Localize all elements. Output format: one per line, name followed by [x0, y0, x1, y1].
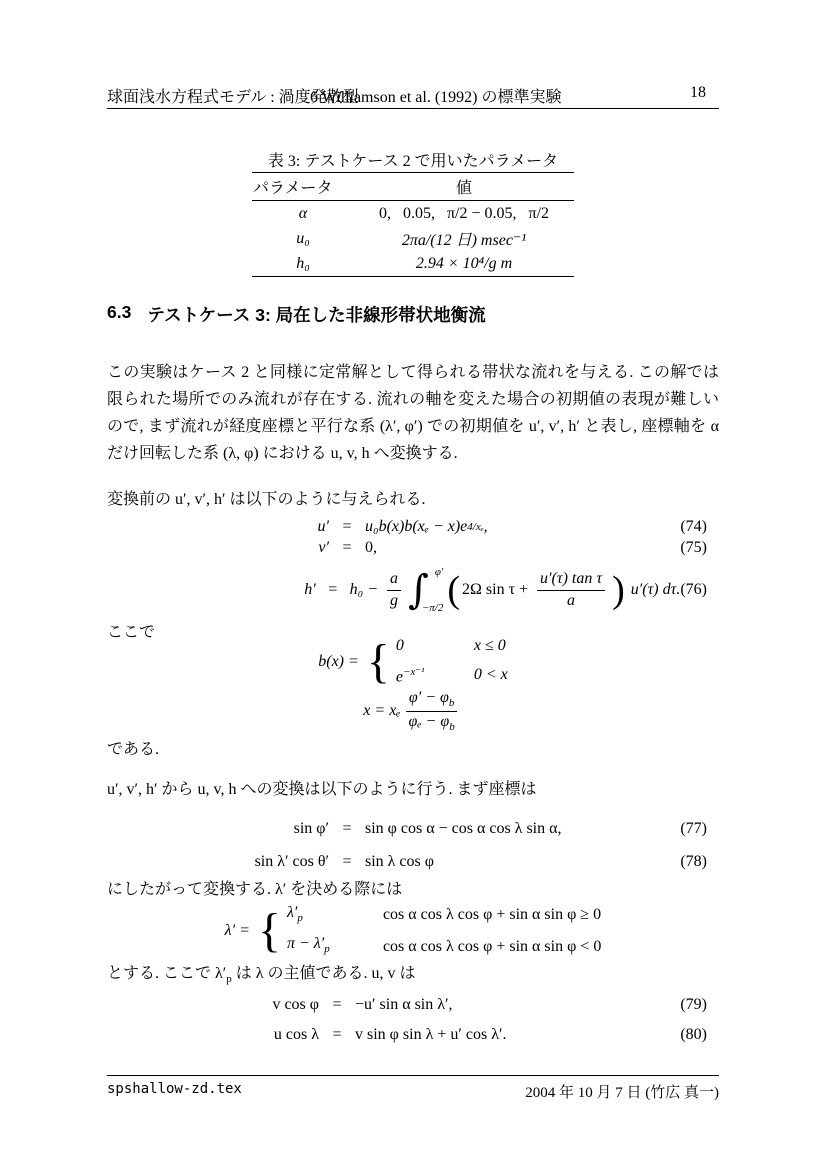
footer-filename: spshallow-zd.tex [107, 1081, 242, 1097]
case-condition: cos α cos λ cos φ + sin α sin φ ≥ 0 [382, 906, 602, 924]
integral-lower-limit: −π/2 [421, 602, 444, 614]
fraction-a-over-g: $\frac{a}{g}$ [387, 569, 401, 612]
lambda-definition [107, 903, 719, 959]
subscript-b: b [448, 697, 455, 710]
eq74-rhs: u₀b(x)b(xₑ − x)e [365, 518, 468, 535]
parameter-table [252, 172, 574, 277]
document-title: 球面浅水方程式モデル : 渦度発散型 [107, 89, 359, 106]
paragraph-before-eq74: 変換前の u′, v′, h′ は以下のように与えられる. [107, 491, 426, 508]
case-value: λ′ [286, 903, 298, 921]
column-header-parameter: パラメータ [252, 173, 354, 201]
x-definition [107, 686, 719, 736]
equals-sign: = [328, 581, 338, 598]
value-cell: 2πa/(12 日) msec⁻¹ [401, 232, 527, 249]
equals-sign: = [332, 996, 342, 1013]
param-cell: h₀ [296, 254, 310, 272]
subscript-p: p [324, 943, 330, 956]
equation-number: (74) [680, 518, 707, 535]
phi-fraction: $\frac{\varphi' - \varphi_b}{\varphi_e - \varphi_b}$ [406, 688, 458, 734]
equation-78 [107, 848, 719, 876]
equation-number: (77) [680, 820, 707, 837]
equation-79 [107, 992, 719, 1018]
table-header-row [252, 173, 574, 201]
paragraph-transform: u′, v′, h′ から u, v, h への変換は以下のように行う. まず座標は [107, 781, 537, 798]
paragraph-dearu: である. [107, 741, 160, 758]
eq77-rhs: sin φ cos α − cos α cos λ sin α, [365, 820, 562, 837]
eq75-rhs: 0, [365, 539, 377, 556]
value-cell: 2.94 × 10⁴/g m [415, 254, 513, 272]
eq76-post: u′(τ) dτ. [626, 581, 681, 598]
paragraph-principal-value: とする. ここで $\lambda'_p$ は λ の主値である. u, v は [107, 965, 416, 986]
eq74-exponent: 4/xₑ [467, 521, 484, 533]
case-condition: x ≤ 0 [473, 637, 506, 655]
section-heading [107, 302, 719, 327]
equation-77 [107, 815, 719, 843]
case-value: e [395, 668, 403, 686]
right-paren: ) [612, 568, 625, 611]
page-number: 18 [690, 84, 706, 101]
case-value: 0 [395, 637, 404, 655]
table-caption: 表 3: テストケース 2 で用いたパラメータ [267, 153, 559, 170]
subscript-p: p [226, 973, 232, 986]
equals-sign: = [342, 820, 352, 837]
paragraph-koko-de: ここで [107, 624, 156, 641]
eq76-inner: 2Ω sin τ + [462, 581, 533, 598]
equals-sign: = [342, 518, 352, 535]
eq80-rhs: v sin φ sin λ + u′ cos λ′. [355, 1026, 507, 1043]
eq79-rhs: −u′ sin α sin λ′, [355, 996, 453, 1013]
integral-upper-limit: φ′ [434, 566, 444, 578]
table-row [252, 251, 574, 277]
case-value: π − λ′ [286, 935, 325, 952]
eq74-tail: , [483, 518, 488, 535]
case-exponent: −x⁻¹ [402, 666, 425, 679]
table-row [252, 226, 574, 251]
param-cell: α [298, 204, 308, 222]
running-head [107, 84, 719, 109]
eq76-lhs: h′ [304, 581, 316, 598]
eq78-rhs: sin λ cos φ [365, 853, 434, 870]
bx-definition [107, 636, 719, 688]
document-page [107, 0, 719, 1169]
equals-sign: = [332, 1026, 342, 1043]
footer-date-author: 2004 年 10 月 7 日 (竹広 真一) [525, 1085, 719, 1101]
equals-sign: = [342, 853, 352, 870]
left-paren: ( [447, 568, 460, 611]
integral-symbol: ∫ [408, 567, 429, 613]
bx-lhs: b(x) = [318, 653, 359, 670]
eq78-lhs: sin λ′ cos θ′ [254, 853, 329, 870]
equation-80 [107, 1022, 719, 1048]
case-condition: cos α cos λ cos φ + sin α sin φ < 0 [382, 937, 602, 955]
eq80-lhs: u cos λ [273, 1026, 319, 1043]
section-number: 6.3 [107, 302, 132, 322]
paragraph-lambda-rule: にしたがって変換する. λ′ を決める際には [107, 881, 403, 898]
param-cell: u₀ [296, 229, 310, 247]
equation-number: (78) [680, 853, 707, 870]
fraction-utan-over-a: $\frac{\text{u′(τ) tan τ}}{a}$ [537, 569, 605, 612]
section-title: テストケース 3: 局在した非線形帯状地衡流 [147, 305, 486, 325]
equals-sign: = [342, 539, 352, 556]
equation-number: (76) [680, 581, 707, 598]
xeq-lead: x = xₑ [363, 702, 401, 719]
lambda-lhs: λ′ = [224, 922, 250, 939]
eq75-lhs: v′ [318, 539, 329, 556]
equation-number: (80) [680, 1026, 707, 1043]
eq77-lhs: sin φ′ [293, 820, 329, 837]
eq79-lhs: v cos φ [272, 996, 319, 1013]
integral [408, 566, 443, 614]
section-running-title: 6 Williamson et al. (1992) の標準実験 [310, 89, 562, 106]
value-cell: 0, 0.05, π/2 − 0.05, π/2 [378, 204, 550, 222]
column-header-value: 値 [354, 173, 574, 201]
paragraph-intro: この実験はケース 2 と同様に定常解として得られる帯状な流れを与える. この解では限られた場所でのみ流れが存在する. 流れの軸を変えた場合の初期値の表現が難しいので, まず流れが経度座標と平行な系 (λ′, φ′) での初期値を u′, v′, h′ と表し, 座標軸を α だけ回転した系 (λ, φ) における u, v, h へ変換する. [107, 364, 719, 462]
table-row [252, 201, 574, 227]
eq74-lhs: u′ [317, 518, 329, 535]
table-3 [107, 151, 719, 277]
page-footer [107, 1075, 719, 1102]
subscript-b: b [449, 720, 455, 733]
equation-75 [107, 533, 719, 563]
equation-number: (79) [680, 996, 707, 1013]
subscript-p: p [297, 912, 303, 924]
cases-brace: { [257, 904, 281, 958]
equation-76 [107, 560, 719, 620]
case-condition: 0 < x [473, 666, 508, 683]
cases-brace: { [366, 635, 390, 689]
equation-number: (75) [680, 539, 707, 556]
eq76-prefix: h₀ − [349, 581, 382, 598]
